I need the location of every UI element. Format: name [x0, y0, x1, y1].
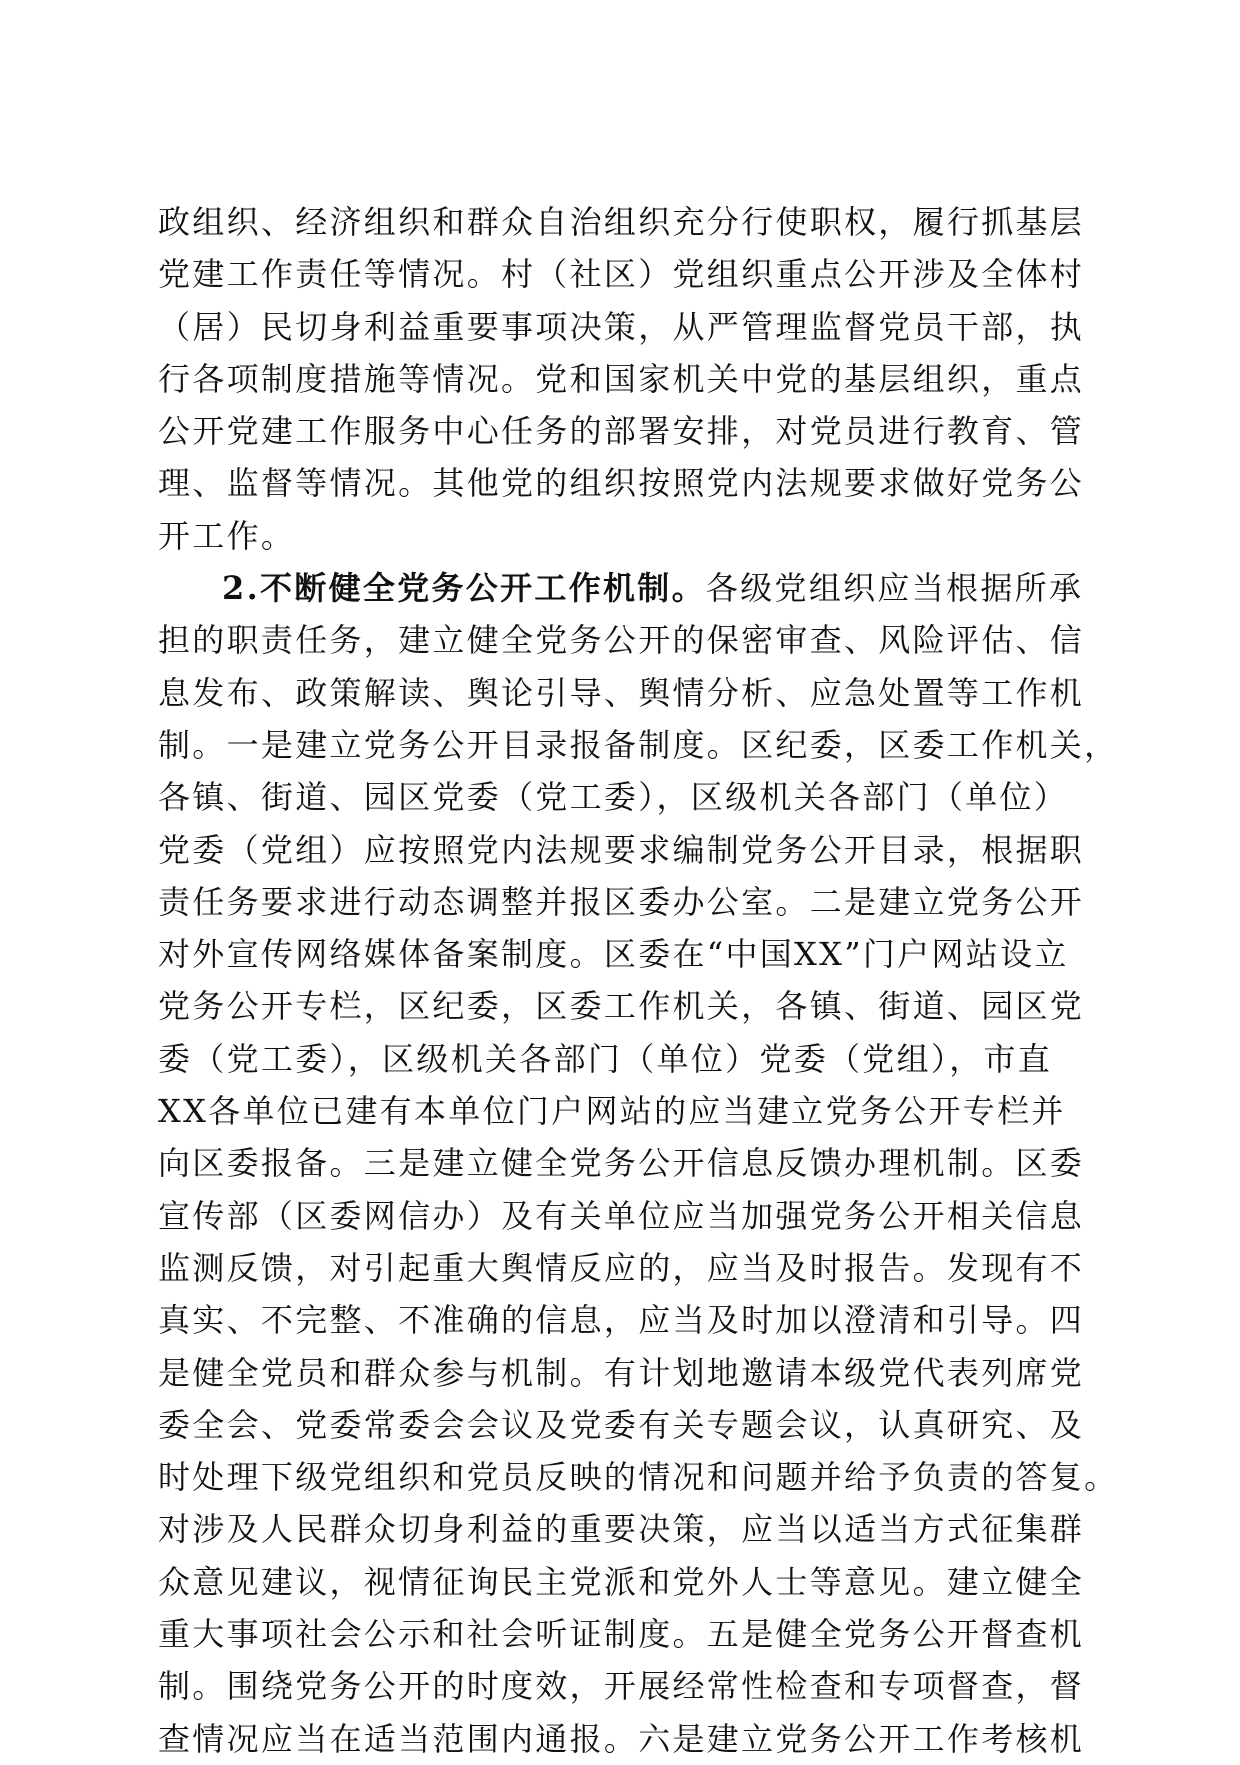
section-heading-line [158, 562, 1098, 614]
text-line: 开工作。 [158, 516, 296, 555]
text-line: 对外宣传网络媒体备案制度。区委在“中国XX”门户网站设立 [158, 935, 1069, 974]
text-line: 委（党工委），区级机关各部门（单位）党委（党组），市直 [158, 1039, 1053, 1078]
text-line: 时处理下级党组织和党员反映的情况和问题并给予负责的答复。 [158, 1458, 1119, 1497]
text-line: 担的职责任务，建立健全党务公开的保密审查、风险评估、信 [158, 621, 1085, 660]
text-line: 向区委报备。三是建立健全党务公开信息反馈办理机制。区委 [158, 1144, 1085, 1183]
body-text [158, 196, 1119, 1765]
text-line: 委全会、党委常委会会议及党委有关专题会议，认真研究、及 [158, 1405, 1085, 1444]
text-line: 息发布、政策解读、舆论引导、舆情分析、应急处置等工作机 [158, 673, 1085, 712]
text-line: XX各单位已建有本单位门户网站的应当建立党务公开专栏并 [158, 1092, 1066, 1131]
text-line: 制。围绕党务公开的时度效，开展经常性检查和专项督查，督 [158, 1667, 1085, 1706]
text-line: 行各项制度措施等情况。党和国家机关中党的基层组织，重点 [158, 359, 1085, 398]
text-line: 政组织、经济组织和群众自治组织充分行使职权，履行抓基层 [158, 203, 1085, 241]
text-line: 查情况应当在适当范围内通报。六是建立党务公开工作考核机 [158, 1719, 1085, 1758]
text-line: 是健全党员和群众参与机制。有计划地邀请本级党代表列席党 [158, 1353, 1085, 1392]
text-line: 对涉及人民群众切身利益的重要决策，应当以适当方式征集群 [158, 1510, 1085, 1549]
text-line: （居）民切身利益重要事项决策，从严管理监督党员干部，执 [158, 307, 1085, 346]
text-line: 党建工作责任等情况。村（社区）党组织重点公开涉及全体村 [158, 255, 1085, 294]
text-line: 监测反馈，对引起重大舆情反应的，应当及时报告。发现有不 [158, 1248, 1085, 1287]
text-line: 责任务要求进行动态调整并报区委办公室。二是建立党务公开 [158, 882, 1085, 921]
text-line: 众意见建议，视情征询民主党派和党外人士等意见。建立健全 [158, 1562, 1085, 1601]
section-heading: 2.不断健全党务公开工作机制。 [222, 569, 706, 608]
text-line: 制。一是建立党务公开目录报备制度。区纪委，区委工作机关， [158, 725, 1119, 764]
text-line: 各镇、街道、园区党委（党工委），区级机关各部门（单位） [158, 778, 1069, 817]
text-line: 重大事项社会公示和社会听证制度。五是健全党务公开督查机 [158, 1615, 1085, 1654]
section-lead-text: 各级党组织应当根据所承 [705, 569, 1084, 608]
text-line: 宣传部（区委网信办）及有关单位应当加强党务公开相关信息 [158, 1196, 1085, 1235]
text-line: 真实、不完整、不准确的信息，应当及时加以澄清和引导。四 [158, 1301, 1085, 1340]
text-line: 理、监督等情况。其他党的组织按照党内法规要求做好党务公 [158, 464, 1085, 503]
text-line: 党委（党组）应按照党内法规要求编制党务公开目录，根据职 [158, 830, 1085, 869]
text-line: 党务公开专栏，区纪委，区委工作机关，各镇、街道、园区党 [158, 987, 1085, 1026]
text-line: 公开党建工作服务中心任务的部署安排，对党员进行教育、管 [158, 412, 1085, 451]
